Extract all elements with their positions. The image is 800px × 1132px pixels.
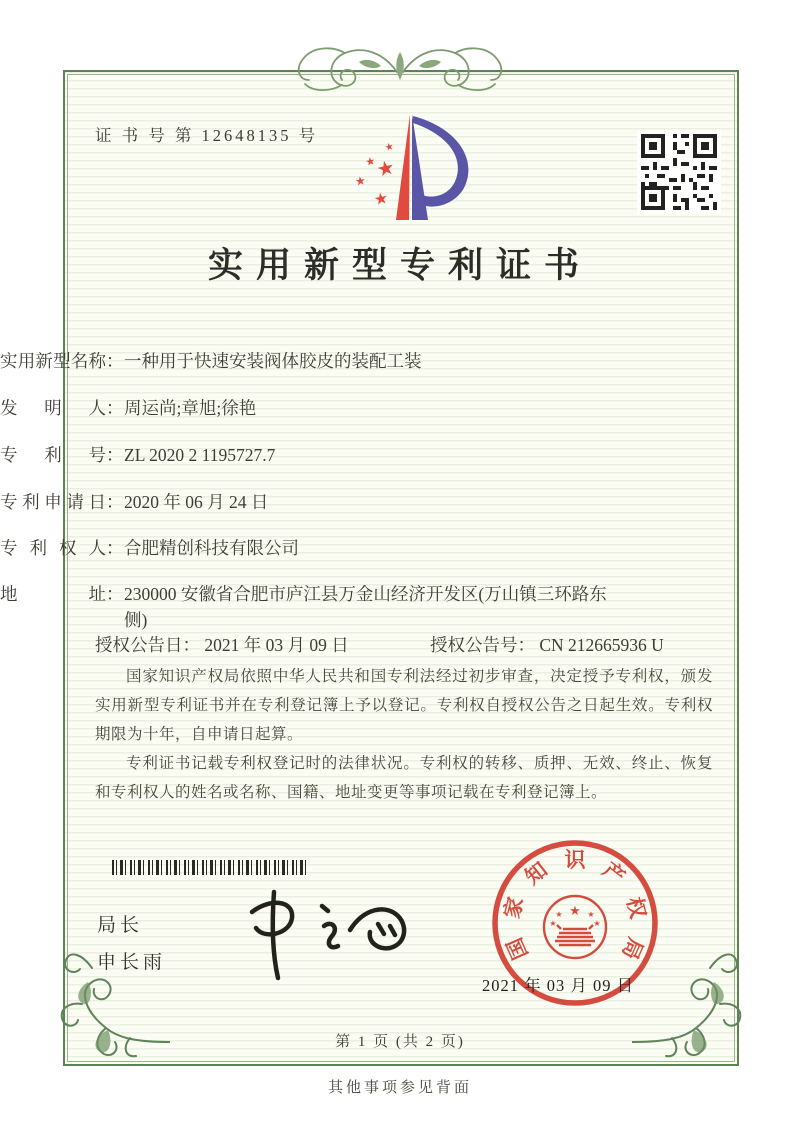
svg-text:★: ★ bbox=[383, 141, 396, 154]
field-label: 专 利 号 bbox=[0, 445, 106, 465]
svg-text:★: ★ bbox=[569, 904, 581, 919]
grant-date-label: 授权公告日 bbox=[95, 635, 183, 655]
field-value: 2020 年 06 月 24 日 bbox=[124, 492, 269, 512]
field-value: ZL 2020 2 1195727.7 bbox=[124, 445, 276, 465]
field-value: 一种用于快速安装阀体胶皮的装配工装 bbox=[124, 351, 422, 371]
field-colon: ： bbox=[517, 635, 535, 655]
field-value: 合肥精创科技有限公司 bbox=[124, 538, 299, 558]
field-row-patent-number bbox=[0, 442, 620, 468]
signer-title: 局长 bbox=[97, 915, 144, 936]
field-label: 地 址 bbox=[0, 584, 106, 604]
svg-text:局: 局 bbox=[617, 934, 648, 964]
field-colon: ： bbox=[106, 538, 124, 558]
svg-text:国: 国 bbox=[502, 934, 533, 964]
field-colon: ： bbox=[106, 584, 124, 604]
svg-text:★: ★ bbox=[549, 919, 557, 928]
field-label: 专利申请日 bbox=[0, 492, 106, 512]
field-value: 230000 安徽省合肥市庐江县万金山经济开发区(万山镇三环路东侧) bbox=[124, 584, 607, 630]
back-side-note: 其他事项参见背面 bbox=[327, 1080, 472, 1096]
grant-row bbox=[95, 632, 715, 657]
svg-text:知: 知 bbox=[520, 857, 552, 890]
grant-date-value: 2021 年 03 月 09 日 bbox=[204, 635, 349, 655]
svg-text:★: ★ bbox=[593, 919, 601, 928]
field-colon: ： bbox=[182, 635, 200, 655]
svg-text:家: 家 bbox=[499, 894, 529, 921]
svg-text:★: ★ bbox=[372, 187, 390, 210]
svg-text:权: 权 bbox=[621, 894, 651, 921]
director-signature-icon bbox=[218, 878, 413, 986]
certificate-number: 证 书 号 第 12648135 号 bbox=[95, 126, 319, 145]
legal-text-block bbox=[95, 662, 713, 807]
svg-text:★: ★ bbox=[354, 173, 367, 189]
field-colon: ： bbox=[106, 492, 124, 512]
field-row-patentee bbox=[0, 535, 620, 561]
field-colon: ： bbox=[106, 351, 124, 371]
signer-name: 申长雨 bbox=[97, 952, 167, 973]
field-label: 实用新型名称 bbox=[0, 351, 106, 371]
barcode-icon bbox=[112, 860, 310, 875]
field-colon: ： bbox=[106, 445, 124, 465]
page-number: 第 1 页 (共 2 页) bbox=[335, 1034, 465, 1050]
cnipa-patent-logo-icon bbox=[338, 108, 493, 236]
field-row-filing-date bbox=[0, 489, 620, 515]
field-row-address bbox=[0, 581, 620, 633]
field-row-inventors bbox=[0, 395, 620, 421]
svg-text:★: ★ bbox=[374, 154, 397, 182]
svg-text:★: ★ bbox=[364, 154, 377, 169]
svg-text:★: ★ bbox=[587, 910, 595, 919]
grant-number-group bbox=[430, 632, 664, 657]
field-value: 周运尚;章旭;徐艳 bbox=[124, 398, 257, 418]
certificate-title: 实用新型专利证书 bbox=[207, 246, 592, 285]
svg-text:产: 产 bbox=[598, 857, 630, 890]
seal-date: 2021 年 03 月 09 日 bbox=[482, 976, 635, 995]
grant-number-value: CN 212665936 U bbox=[539, 635, 664, 655]
svg-text:★: ★ bbox=[555, 910, 563, 919]
field-row-patent-name bbox=[0, 348, 620, 374]
field-colon: ： bbox=[106, 398, 124, 418]
svg-text:识: 识 bbox=[564, 848, 586, 872]
field-label: 专 利 权 人 bbox=[0, 538, 106, 558]
legal-paragraph-1: 国家知识产权局依照中华人民共和国专利法经过初步审查，决定授予专利权，颁发实用新型专利证书并在专利登记簿上予以登记。专利权自授权公告之日起生效。专利权期限为十年，自申请日起算。 bbox=[95, 668, 713, 743]
legal-paragraph-2: 专利证书记载专利权登记时的法律状况。专利权的转移、质押、无效、终止、恢复和专利权人的姓名或名称、国籍、地址变更等事项记载在专利登记簿上。 bbox=[95, 755, 713, 801]
qr-code-icon bbox=[637, 130, 721, 214]
field-label: 发 明 人 bbox=[0, 398, 106, 418]
grant-number-label: 授权公告号 bbox=[430, 635, 518, 655]
